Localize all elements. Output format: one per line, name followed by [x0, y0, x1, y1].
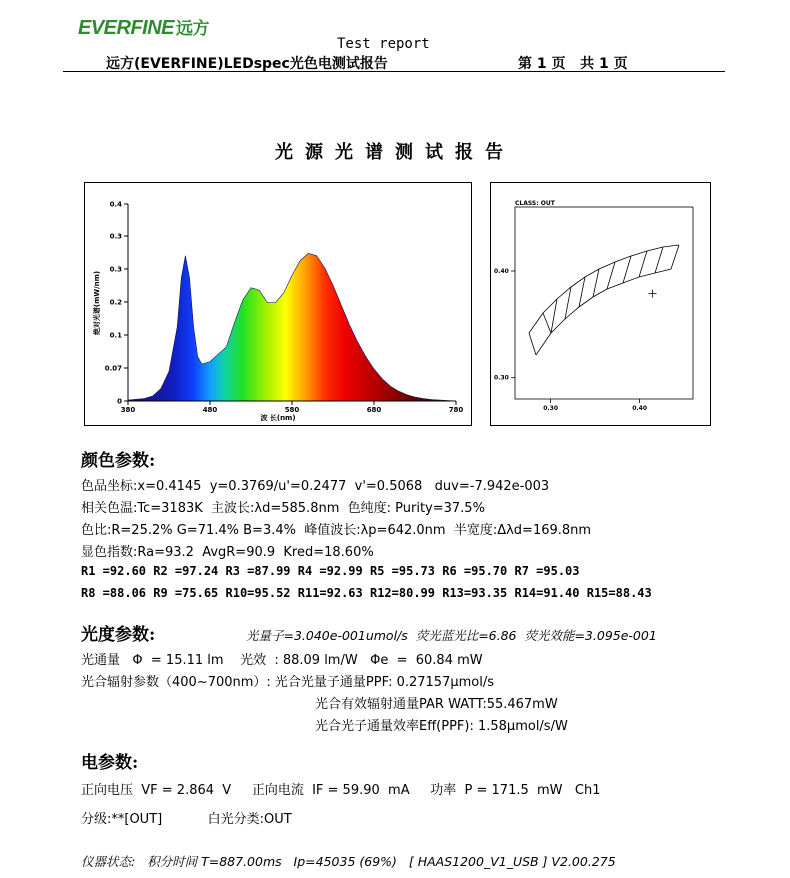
color-params-heading: 颜色参数: — [81, 451, 156, 471]
x-axis-label: 波 长(nm) — [260, 414, 296, 422]
x-tick-label: 680 — [366, 406, 382, 414]
binning-line: 分级:**[OUT] 白光分类:OUT — [81, 812, 292, 827]
x-tick-label: 380 — [120, 406, 136, 414]
bin-divider — [623, 256, 631, 283]
chromaticity-chart — [491, 183, 710, 425]
x-tick-label: 780 — [448, 406, 464, 414]
color-bins — [529, 245, 679, 355]
electrical-heading: 电参数: — [81, 753, 139, 773]
chart-class-label: CLASS: OUT — [515, 200, 555, 207]
bin-divider — [579, 277, 585, 307]
y-axis-label: 绝对光谱(mW/nm) — [93, 270, 101, 336]
y-tick-label: 0 — [117, 397, 122, 406]
page-title: 光源光谱测试报告 — [275, 142, 515, 163]
x-tick-label: 0.40 — [632, 405, 648, 412]
y-tick-label: 0.40 — [494, 268, 509, 275]
photometric-line: 光合光子通量效率Eff(PPF): 1.58μmol/s/W — [315, 719, 568, 734]
y-tick-label: 0.2 — [109, 298, 122, 307]
photometric-line: 光通量 Φ = 15.11 lm 光效 : 88.09 lm/W Φe = 60.84 mW — [81, 653, 483, 668]
spectrum-chart — [85, 183, 471, 425]
photometric-line: 光合辐射参数（400~700nm）: 光合光量子通量PPF: 0.27157μmol/s — [81, 675, 495, 690]
bin-divider — [529, 333, 536, 355]
bin-divider — [655, 247, 663, 273]
chromaticity-chart-frame — [490, 182, 711, 426]
plot-area — [515, 207, 693, 399]
y-tick-label: 0.07 — [104, 364, 122, 373]
bin-divider — [607, 262, 615, 289]
photometric-heading: 光度参数: — [81, 625, 156, 645]
page-info: 第 1 页 共 1 页 — [518, 56, 628, 72]
bin-divider — [543, 313, 551, 333]
y-tick-label: 0.3 — [109, 265, 122, 274]
header-divider — [63, 71, 725, 72]
bin-divider — [593, 269, 599, 297]
x-tick-label: 480 — [202, 406, 218, 414]
color-param-line: 色品坐标:x=0.4145 y=0.3769/u'=0.2477 v'=0.5068 duv=-7.942e-003 — [81, 479, 550, 494]
everfine-logo: EVERFINE 远方 — [78, 17, 210, 39]
photometric-line: 光合有效辐射通量PAR WATT:55.467mW — [315, 697, 558, 712]
color-param-line: 色比:R=25.2% G=71.4% B=3.4% 峰值波长:λp=642.0nm 半宽度:Δλd=169.8nm — [81, 523, 592, 538]
bin-lower-edge — [536, 245, 679, 355]
bin-divider — [639, 251, 647, 277]
instrument-status: 仪器状态: 积分时间 T=887.00ms Ip=45035 (69%) [ HAAS1200_V1_USB ] V2.00.275 — [81, 854, 616, 869]
x-tick-label: 0.30 — [543, 405, 559, 412]
spectrum-chart-frame — [84, 182, 472, 426]
report-title-en: Test report — [337, 36, 430, 52]
y-tick-label: 0.30 — [494, 374, 509, 382]
report-title: 远方(EVERFINE)LEDspec光色电测试报告 — [106, 56, 388, 72]
x-tick-label: 580 — [284, 406, 300, 414]
bin-upper-edge — [529, 245, 679, 333]
y-tick-label: 0.1 — [109, 331, 122, 340]
color-param-line: 显色指数:Ra=93.2 AvgR=90.9 Kred=18.60% — [81, 545, 374, 560]
color-rendering-row: R8 =88.06 R9 =75.65 R10=95.52 R11=92.63 R12=80.99 R13=93.35 R14=91.40 R15=88.43 — [81, 586, 652, 600]
color-param-line: 相关色温:Tc=3183K 主波长:λd=585.8nm 色纯度: Purity=37.5% — [81, 501, 485, 516]
y-tick-label: 0.4 — [109, 200, 122, 209]
photometric-quantum-line: 光量子=3.040e-001umol/s 荧光蓝光比=6.86 荧光效能=3.095e-001 — [246, 628, 657, 643]
electrical-line: 正向电压 VF = 2.864 V 正向电流 IF = 59.90 mA 功率 P = 171.5 mW Ch1 — [81, 783, 601, 798]
measured-point-marker — [649, 290, 657, 298]
y-tick-label: 0.3 — [109, 232, 122, 241]
color-rendering-row: R1 =92.60 R2 =97.24 R3 =87.99 R4 =92.99 R5 =95.73 R6 =95.70 R7 =95.03 — [81, 564, 580, 578]
